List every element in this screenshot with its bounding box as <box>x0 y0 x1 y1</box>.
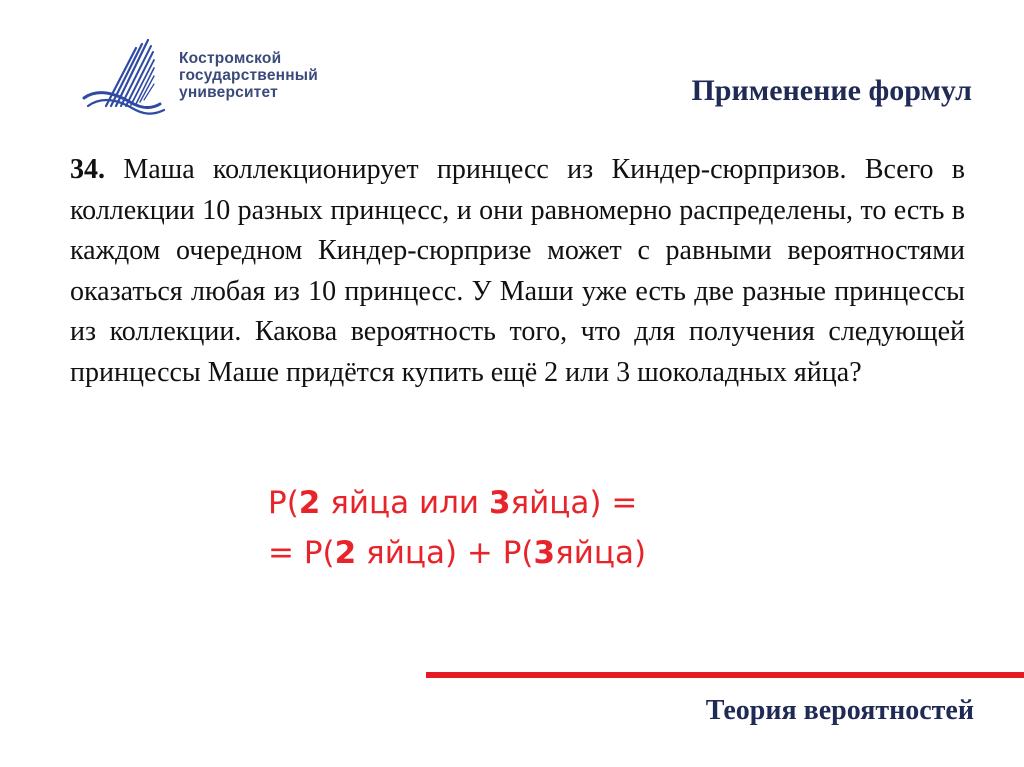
formula-1-n1: 2 <box>298 485 321 521</box>
formula-line-2 <box>268 528 646 578</box>
formula-2-t1: яйца) + P( <box>356 535 534 571</box>
formula-2-p: = P( <box>268 535 335 571</box>
footer-accent-line <box>426 672 1024 678</box>
problem-number: 34. <box>70 154 105 185</box>
university-name <box>179 50 318 101</box>
formula-2-n2: 3 <box>533 535 556 571</box>
formula-1-n2: 3 <box>488 485 511 521</box>
formula-line-1 <box>268 478 646 528</box>
formula-2-t2: яйца) <box>555 535 647 571</box>
problem-text: Маша коллекционирует принцесс из Киндер-сюрпризов. Всего в коллекции 10 разных принцесс, и они равномерно распределены, то есть в каждом очередном Киндер-сюрпризе может с равными вероятностями оказаться любая из 10 принцесс. У Маши уже есть две разные принцессы из коллекции. Какова вероятность того, что для получения следующей принцессы Маше придётся купить ещё 2 или 3 шоколадных яйца? <box>70 154 966 388</box>
formula-1-t1: яйца или <box>320 485 489 521</box>
university-name-line-2: государственный <box>179 67 318 84</box>
slide-title: Применение формул <box>691 74 972 107</box>
university-wave-logo-icon <box>78 36 178 126</box>
problem-statement <box>70 150 965 393</box>
formula-1-t2: яйца) = <box>510 485 638 521</box>
university-name-line-3: университет <box>179 84 278 101</box>
university-logo <box>78 36 358 126</box>
footer-title: Теория вероятностей <box>705 695 974 726</box>
formula-1-p: P( <box>268 485 299 521</box>
formula-2-n1: 2 <box>334 535 357 571</box>
university-name-line-1: Костромской <box>179 50 282 67</box>
probability-formula <box>268 478 646 578</box>
